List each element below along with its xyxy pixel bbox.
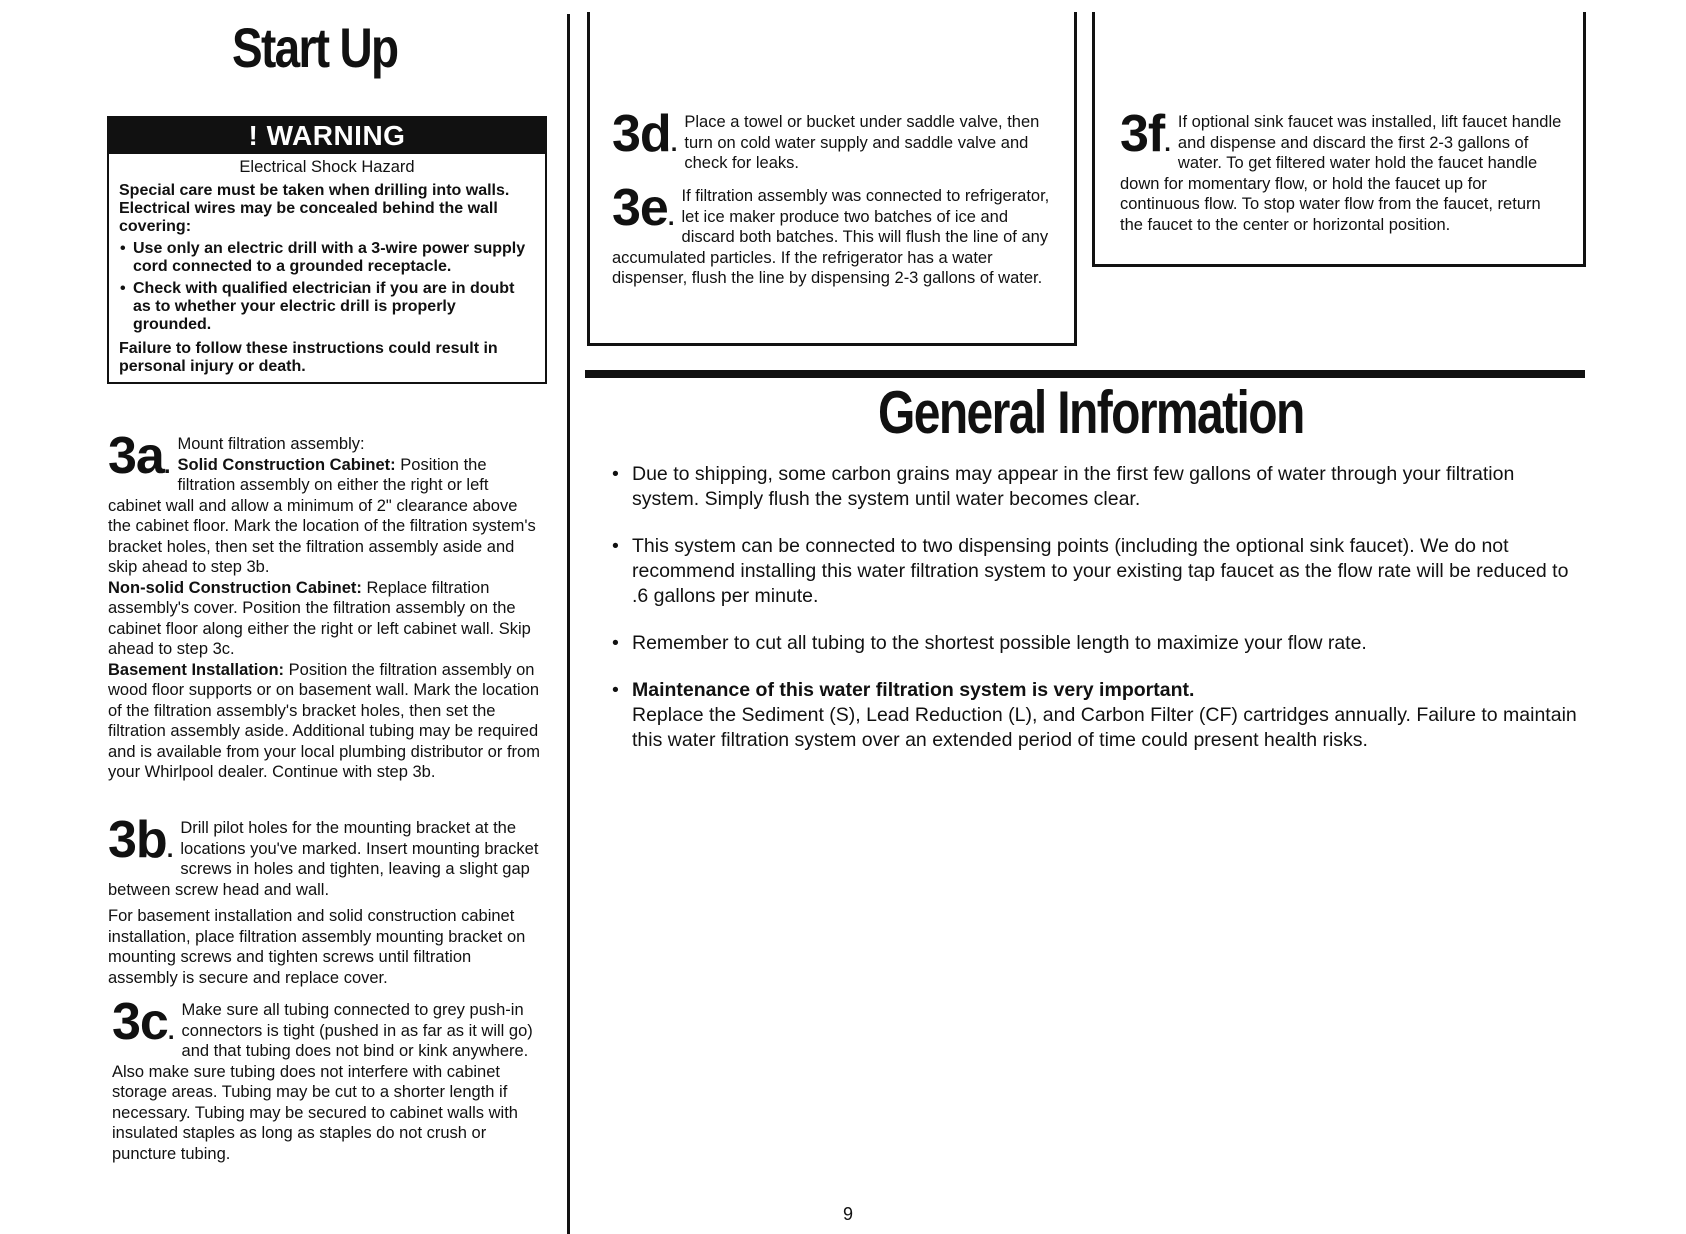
general-bullet-maintenance [612,678,1582,753]
step-3f [1120,105,1565,241]
nonsolid-cabinet-text: Replace filtration assembly's cover. Position the filtration assembly on the cabinet floor along either the right or left cabinet wall. Skip ahead to step 3c. [108,578,531,658]
solid-cabinet-text: Position the filtration assembly on either the right or left cabinet wall and allow a minimum of 2" clearance above the cabinet floor. Mark the location of the filtration system's bracket holes, then set the filtration assembly aside and skip ahead to step 3b. [108,455,536,576]
warning-intro: Special care must be taken when drilling into walls. Electrical wires may be concealed behind the wall covering: [119,182,510,235]
page-number: 9 [843,1204,854,1224]
step-3d-text: Place a towel or bucket under saddle valve, then turn on cold water supply and saddle valve and check for leaks. [684,113,1040,172]
warning-bullet: • Use only an electric drill with a 3-wire power supply cord connected to a grounded receptacle. [119,240,535,276]
general-rule [585,370,1585,378]
step-number: 3a. [108,427,170,485]
maintenance-heading: Maintenance of this water filtration system is very important. [632,679,1195,701]
warning-footer: Failure to follow these instructions could result in personal injury or death. [119,340,498,375]
maintenance-text: Replace the Sediment (S), Lead Reduction (L), and Carbon Filter (CF) cartridges annually. Failure to maintain this water filtration system over an extended period of time could present health risks. [632,704,1577,751]
general-title: General Information [878,379,1304,446]
step-number: 3b. [108,811,173,869]
basement-label: Basement Installation: [108,660,285,679]
step-3b-text: Drill pilot holes for the mounting bracket at the locations you've marked. Insert mounting bracket screws in holes and tighten, leaving a slight gap between screw head and wall. [108,819,539,899]
step-3f-text: If optional sink faucet was installed, lift faucet handle and dispense and discard the first 2-3 gallons of water. To get filtered water hold the faucet handle down for momentary flow, or hold the faucet up for continuous flow. To stop water flow from the faucet, return the faucet to the center or horizontal position. [1120,113,1562,234]
step-3b-text2: For basement installation and solid construction cabinet installation, place filtration assembly mounting bracket on mounting screws and tighten screws until filtration assembly is secure and replace cover. [108,907,526,987]
solid-cabinet-label: Solid Construction Cabinet: [177,455,396,474]
column-divider [567,14,570,1234]
basement-text: Position the filtration assembly on wood floor supports or on basement wall. Mark the location of the filtration assembly's bracket holes, then set the filtration assembly aside. Additional tubing may be required and is available from your local plumbing distributor or from your Whirlpool dealer. Continue with step 3b. [108,660,540,781]
step-number: 3f. [1120,105,1170,163]
step-3c [112,993,548,1170]
step-3e-text: If filtration assembly was connected to refrigerator, let ice maker produce two batches of ice and discard both batches. This will flush the line of any accumulated particles. If the refrigerator has a water dispenser, flush the line by dispensing 2-3 gallons of water. [612,187,1050,287]
startup-title: Start Up [232,16,398,79]
warning-bullet: • Check with qualified electrician if you are in doubt as to whether your electric drill is properly grounded. [119,280,535,334]
step-3a [108,427,544,789]
step-3b [108,811,544,994]
step-3c-text: Make sure all tubing connected to grey push-in connectors is tight (pushed in as far as it will go) and that tubing does not bind or kink anywhere. Also make sure tubing does not interfere with cabinet storage areas. Tubing may be cut to a shorter length if necessary. Tubing may be secured to cabinet walls with insulated staples as long as staples do not crush or puncture tubing. [112,1001,533,1163]
warning-subheading: Electrical Shock Hazard [239,158,415,176]
step-number: 3c. [112,993,174,1051]
warning-list [119,240,535,334]
step-number: 3e. [612,179,674,237]
general-info-list [612,462,1582,775]
general-bullet: • Remember to cut all tubing to the shortest possible length to maximize your flow rate. [612,631,1582,656]
warning-heading: ! WARNING [109,118,545,154]
warning-box [107,116,547,384]
step-3e [612,179,1057,295]
step-number: 3d. [612,105,677,163]
step-3d [612,105,1057,180]
general-bullet: • This system can be connected to two dispensing points (including the optional sink faucet). We do not recommend installing this water filtration system to your existing tap faucet as the flow rate will be reduced to .6 gallons per minute. [612,534,1582,609]
nonsolid-cabinet-label: Non-solid Construction Cabinet: [108,578,362,597]
step-3a-intro: Mount filtration assembly: [177,435,365,453]
general-bullet: • Due to shipping, some carbon grains may appear in the first few gallons of water through your filtration system. Simply flush the system until water becomes clear. [612,462,1582,512]
